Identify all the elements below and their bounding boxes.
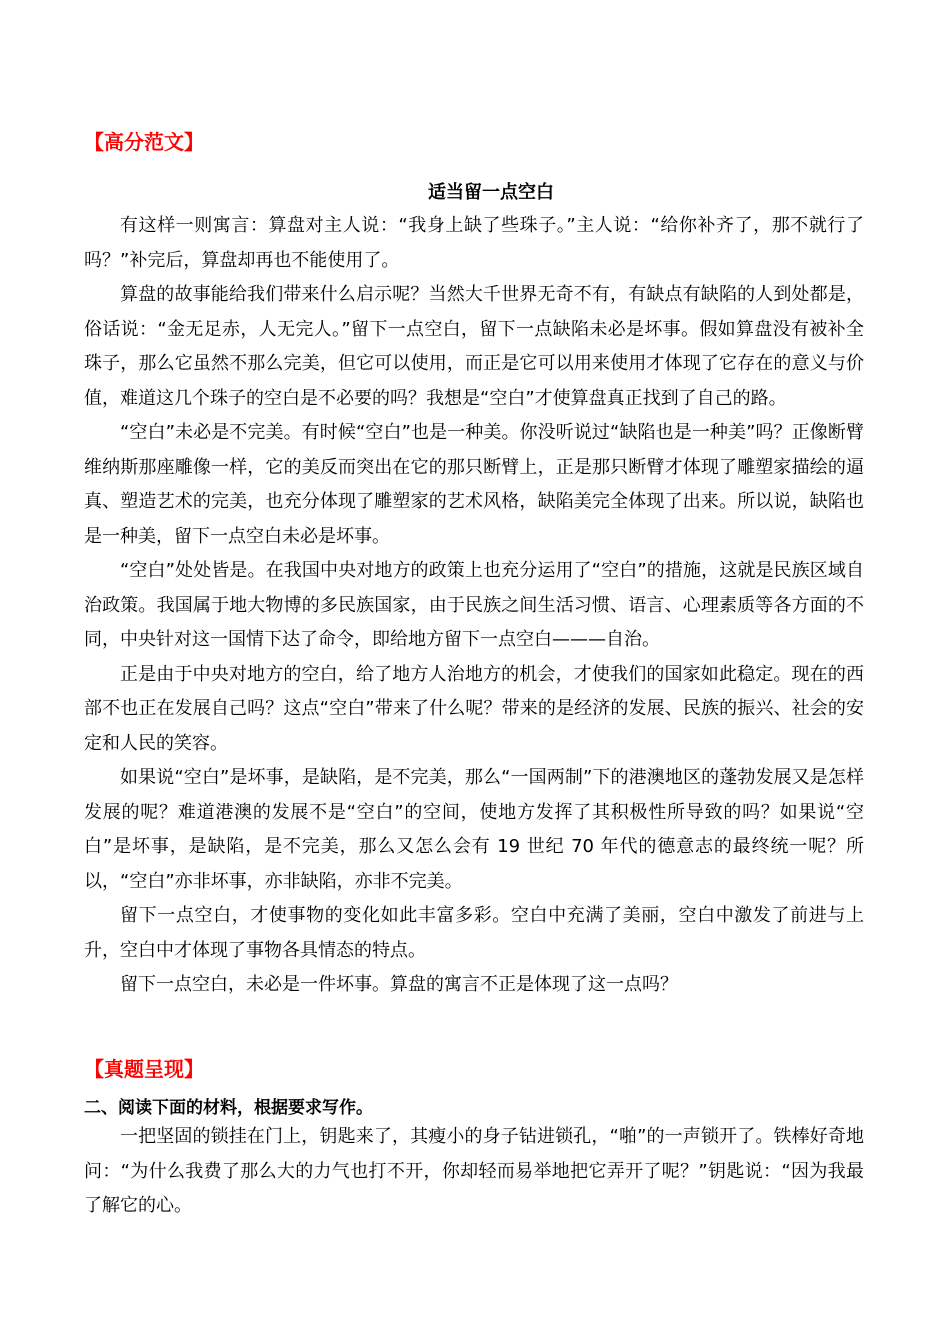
essay-paragraph: 有这样一则寓言：算盘对主人说：“我身上缺了些珠子。”主人说：“给你补齐了，那不就行了吗？”补完后，算盘却再也不能使用了。 <box>84 215 864 271</box>
question-title: 二、阅读下面的材料，根据要求写作。 <box>84 1098 373 1118</box>
real-exam-header: 【真题呈现】 <box>84 1057 204 1081</box>
essay-paragraph: “空白”处处皆是。在我国中央对地方的政策上也充分运用了“空白”的措施，这就是民族区域自治政策。我国属于地大物博的多民族国家，由于民族之间生活习惯、语言、心理素质等各方面的不同，中央针对这一国情下达了命令，即给地方留下一点空白———自治。 <box>84 560 864 650</box>
essay-paragraph: 正是由于中央对地方的空白，给了地方人治地方的机会，才使我们的国家如此稳定。现在的西部不也正在发展自己吗？这点“空白”带来了什么呢？带来的是经济的发展、民族的振兴、社会的安定和人民的笑容。 <box>84 663 864 754</box>
essay-title-text: 适当留一点空白 <box>428 182 554 203</box>
essay-paragraph: 算盘的故事能给我们带来什么启示呢？当然大千世界无奇不有，有缺点有缺陷的人到处都是，俗话说：“金无足赤，人无完人。”留下一点空白，留下一点缺陷未必是坏事。假如算盘没有被补全珠子，那么它虽然不那么完美，但它可以使用，而正是它可以用来使用才体现了它存在的意义与价值，难道这几个珠子的空白是不必要的吗？我想是“空白”才使算盘真正找到了自己的路。 <box>84 284 864 409</box>
essay-paragraph: 如果说“空白”是坏事，是缺陷，是不完美，那么“一国两制”下的港澳地区的蓬勃发展又是怎样发展的呢？难道港澳的发展不是“空白”的空间，使地方发挥了其积极性所导致的吗？如果说“空白”是坏事，是缺陷，是不完美，那么又怎么会有 19 世纪 70 年代的德意志的最终统一呢？所以，“空白”亦非坏事，亦非缺陷，亦非不完美。 <box>84 767 864 892</box>
exam-paragraph: 一把坚固的锁挂在门上，钥匙来了，其瘦小的身子钻进锁孔，“啪”的一声锁开了。铁棒好奇地问：“为什么我费了那么大的力气也打不开，你却轻而易举地把它弄开了呢？”钥匙说：“因为我最了解它的心。 <box>84 1126 864 1216</box>
model-essay-header: 【高分范文】 <box>84 130 204 154</box>
exam-material <box>84 1120 864 1224</box>
essay-paragraph: 留下一点空白，未必是一件坏事。算盘的寓言不正是体现了这一点吗？ <box>120 974 678 995</box>
essay-paragraph: 留下一点空白，才使事物的变化如此丰富多彩。空白中充满了美丽，空白中激发了前进与上升，空白中才体现了事物各具情态的特点。 <box>84 905 864 961</box>
essay-body <box>84 209 864 1003</box>
essay-paragraph: “空白”未必是不完美。有时候“空白”也是一种美。你没听说过“缺陷也是一种美”吗？正像断臂维纳斯那座雕像一样，它的美反而突出在它的那只断臂上，正是那只断臂才体现了雕塑家描绘的逼真、塑造艺术的完美，也充分体现了雕塑家的艺术风格，缺陷美完全体现了出来。所以说，缺陷也是一种美，留下一点空白未必是坏事。 <box>84 422 864 547</box>
essay-title <box>84 178 864 204</box>
